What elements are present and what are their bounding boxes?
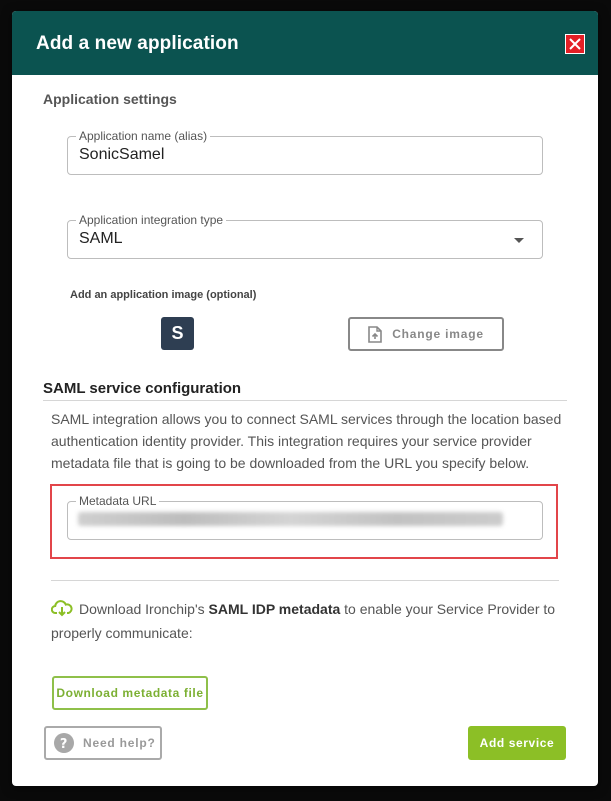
metadata-url-value-redacted[interactable] — [78, 512, 503, 526]
app-avatar: S — [161, 317, 194, 350]
application-settings-label: Application settings — [43, 91, 177, 107]
close-icon — [569, 38, 581, 50]
help-icon — [54, 733, 74, 753]
application-name-value[interactable]: SonicSamel — [79, 146, 165, 163]
saml-description — [51, 408, 571, 474]
add-service-button[interactable]: Add service — [468, 726, 566, 760]
change-image-button[interactable] — [348, 317, 504, 351]
integration-type-select[interactable] — [67, 213, 543, 259]
metadata-url-field[interactable] — [67, 494, 543, 540]
need-help-label: Need help? — [83, 736, 156, 750]
change-image-label: Change image — [392, 327, 484, 341]
dialog-title: Add a new application — [36, 33, 239, 54]
chevron-down-icon[interactable] — [514, 238, 524, 243]
download-line-2: properly communicate: — [51, 625, 193, 641]
download-instructions — [51, 597, 571, 645]
integration-type-legend: Application integration type — [76, 213, 226, 227]
download-divider — [51, 580, 559, 581]
saml-title-divider — [43, 400, 567, 401]
application-name-field[interactable] — [67, 129, 543, 175]
integration-type-value: SAML — [79, 230, 123, 247]
cloud-download-icon — [51, 599, 73, 617]
close-button[interactable] — [565, 34, 585, 54]
app-image-label: Add an application image (optional) — [70, 289, 257, 301]
dialog-header — [12, 11, 598, 75]
download-metadata-button[interactable]: Download metadata file — [52, 676, 208, 710]
add-application-dialog — [12, 11, 598, 786]
saml-description-line: authentication identity provider. This integration requires your service provider — [51, 433, 532, 449]
saml-config-title: SAML service configuration — [43, 380, 242, 397]
metadata-url-legend: Metadata URL — [76, 494, 159, 508]
application-name-legend: Application name (alias) — [76, 129, 210, 143]
file-upload-icon — [368, 326, 382, 343]
need-help-button[interactable] — [44, 726, 162, 760]
saml-idp-metadata-text: SAML IDP metadata — [208, 601, 341, 617]
saml-description-line: metadata file that is going to be downloaded from the URL you specify below. — [51, 455, 530, 471]
download-suffix: to enable your Service Provider to — [340, 601, 556, 617]
download-prefix: Download Ironchip's — [79, 601, 209, 617]
svg-text:?: ? — [59, 737, 69, 752]
saml-description-line: SAML integration allows you to connect SAML services through the location based — [51, 411, 562, 427]
